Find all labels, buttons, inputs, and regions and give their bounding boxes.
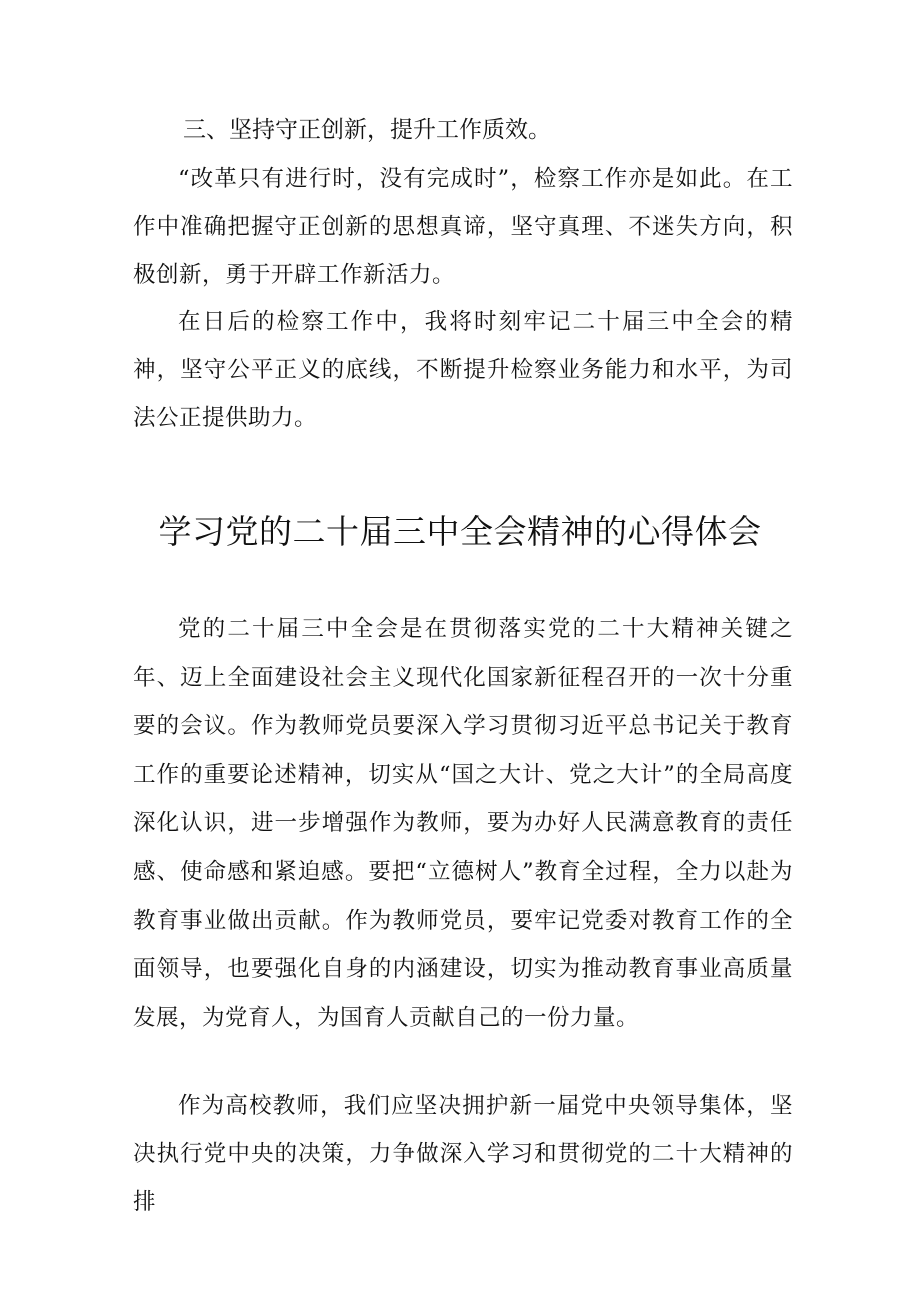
- paragraph: 作为高校教师，我们应坚决拥护新一届党中央领导集体，坚决执行党中央的决策，力争做深入学习和贯彻党的二十大精神的排: [133, 1093, 793, 1215]
- paragraph: 在日后的检察工作中，我将时刻牢记二十届三中全会的精神，坚守公平正义的底线，不断提升检察业务能力和水平，为司法公正提供助力。: [133, 309, 793, 431]
- paragraph: “改革只有进行时，没有完成时”，检察工作亦是如此。在工作中准确把握守正创新的思想真谛，坚守真理、不迷失方向，积极创新，勇于开辟工作新活力。: [133, 166, 793, 288]
- paragraph: 党的二十届三中全会是在贯彻落实党的二十大精神关键之年、迈上全面建设社会主义现代化国家新征程召开的一次十分重要的会议。作为教师党员要深入学习贯彻习近平总书记关于教育工作的重要论述精神，切实从“国之大计、党之大计”的全局高度深化认识，进一步增强作为教师，要为办好人民满意教育的责任感、使命感和紧迫感。要把“立德树人”教育全过程，全力以赴为教育事业做出贡献。作为教师党员，要牢记党委对教育工作的全面领导，也要强化自身的内涵建设，切实为推动教育事业高质量发展，为党育人，为国育人贡献自己的一份力量。: [133, 616, 793, 1031]
- section-heading: 三、坚持守正创新，提升工作质效。: [183, 117, 551, 143]
- article-title: 学习党的二十届三中全会精神的心得体会: [158, 512, 762, 551]
